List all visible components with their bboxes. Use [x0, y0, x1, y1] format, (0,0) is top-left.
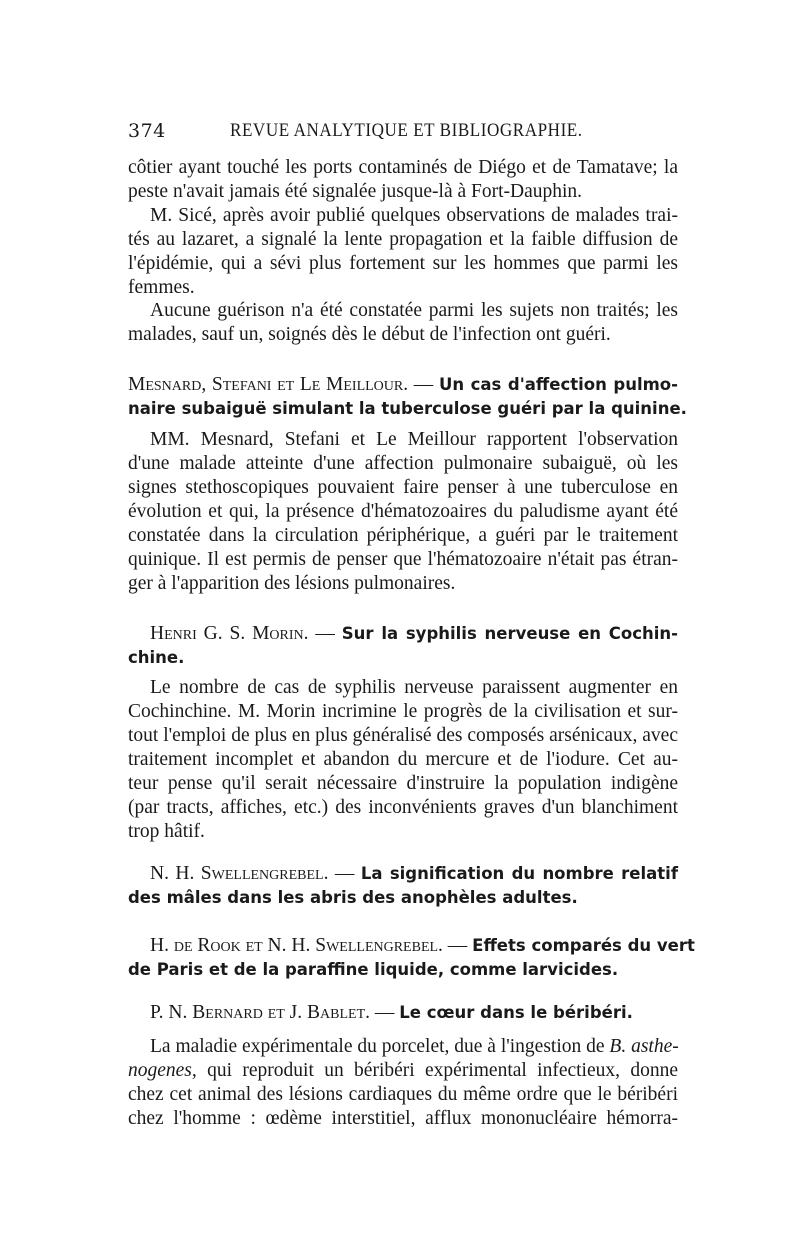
article-heading — [150, 862, 678, 886]
article-authors: N. H. Swellengrebel. — — [150, 863, 355, 884]
article-title: de Paris et de la paraffine liquide, comme larvicides. — [128, 960, 619, 979]
intro-line: l'épidémie, qui a sévi plus fortement sur les hommes que parmi les — [128, 253, 678, 274]
article-heading — [150, 622, 678, 646]
article-heading — [150, 934, 695, 958]
body-line: (par tracts, affiches, etc.) des inconvénients graves d'un blanchiment — [128, 797, 678, 818]
article-heading — [128, 958, 678, 982]
body-line: Le nombre de cas de syphilis nerveuse paraissent augmenter en — [150, 677, 678, 698]
body-line: traitement incomplet et abandon du mercure et de l'iodure. Cet au- — [128, 749, 678, 770]
body-line: ger à l'apparition des lésions pulmonaires. — [128, 573, 456, 594]
body-line: d'une malade atteinte d'une affection pulmonaire subaiguë, où les — [128, 453, 678, 474]
article-title: Le cœur dans le béribéri. — [399, 1003, 633, 1022]
article-authors: P. N. Bernard et J. Bablet. — — [150, 1002, 395, 1023]
article-heading — [128, 397, 687, 421]
intro-line: tés au lazaret, a signalé la lente propagation et la faible diffusion de — [128, 229, 678, 250]
page-number: 374 — [128, 120, 166, 142]
page-header — [128, 120, 688, 150]
body-text: qui reproduit un béribéri expérimental infectieux, donne — [207, 1060, 678, 1081]
article-title: naire subaiguë simulant la tuberculose guéri par la quinine. — [128, 399, 687, 418]
intro-line: femmes. — [128, 277, 195, 298]
body-line: évolution et qui, la présence d'hématozoaires du paludisme ayant été — [128, 501, 678, 522]
body-line: tout l'emploi de plus en plus généralisé des composés arsénicaux, avec — [128, 725, 678, 746]
article-title: des mâles dans les abris des anophèles adultes. — [128, 888, 578, 907]
body-line: constatée dans la circulation périphérique, a guéri par le traitement — [128, 525, 678, 546]
body-line: signes stethoscopiques pouvaient faire penser à une tuberculose en — [128, 477, 678, 498]
article-heading — [128, 646, 678, 670]
body-line: teur pense qu'il serait nécessaire d'instruire la population indigène — [128, 773, 678, 794]
intro-line: M. Sicé, après avoir publié quelques observations de malades trai- — [150, 205, 678, 226]
species-name: B. asthe- — [609, 1036, 679, 1057]
body-line: MM. Mesnard, Stefani et Le Meillour rapportent l'observation — [150, 429, 678, 450]
article-authors: H. de Rook et N. H. Swellengrebel. — — [150, 935, 468, 956]
body-line: quinique. Il est permis de penser que l'hématozoaire n'était pas étran- — [128, 549, 678, 570]
body-line: chez cet animal des lésions cardiaques du même ordre que le béribéri — [128, 1084, 678, 1105]
article-heading — [128, 373, 678, 397]
running-title: REVUE ANALYTIQUE ET BIBLIOGRAPHIE. — [230, 120, 583, 141]
body-line — [128, 1059, 678, 1083]
body-line: chez l'homme : œdème interstitiel, afflux mononucléaire hémorra- — [128, 1108, 678, 1129]
body-text: La maladie expérimentale du porcelet, due à l'ingestion de — [150, 1036, 605, 1057]
article-title: Un cas d'affection pulmo- — [438, 375, 678, 394]
body-line: Cochinchine. M. Morin incrimine le progrès de la civilisation et sur- — [128, 701, 678, 722]
article-title: Effets comparés du vert — [472, 936, 695, 955]
intro-line: malades, sauf un, soignés dès le début de l'infection ont guéri. — [128, 324, 611, 345]
intro-line: Aucune guérison n'a été constatée parmi les sujets non traités; les — [150, 300, 678, 321]
intro-line: peste n'avait jamais été signalée jusque-là à Fort-Dauphin. — [128, 181, 583, 202]
intro-line: côtier ayant touché les ports contaminés de Diégo et de Tamatave; la — [128, 157, 678, 178]
article-title: Sur la syphilis nerveuse en Cochin- — [341, 624, 678, 643]
article-title: chine. — [128, 648, 185, 667]
article-authors: Mesnard, Stefani et Le Meillour. — — [128, 374, 434, 395]
article-heading — [150, 1001, 678, 1025]
article-title: La signification du nombre relatif — [360, 864, 678, 883]
species-name: nogenes, — [128, 1060, 197, 1081]
body-line — [150, 1035, 678, 1059]
article-heading — [128, 886, 678, 910]
body-line: trop hâtif. — [128, 821, 205, 842]
article-authors: Henri G. S. Morin. — — [150, 623, 335, 644]
